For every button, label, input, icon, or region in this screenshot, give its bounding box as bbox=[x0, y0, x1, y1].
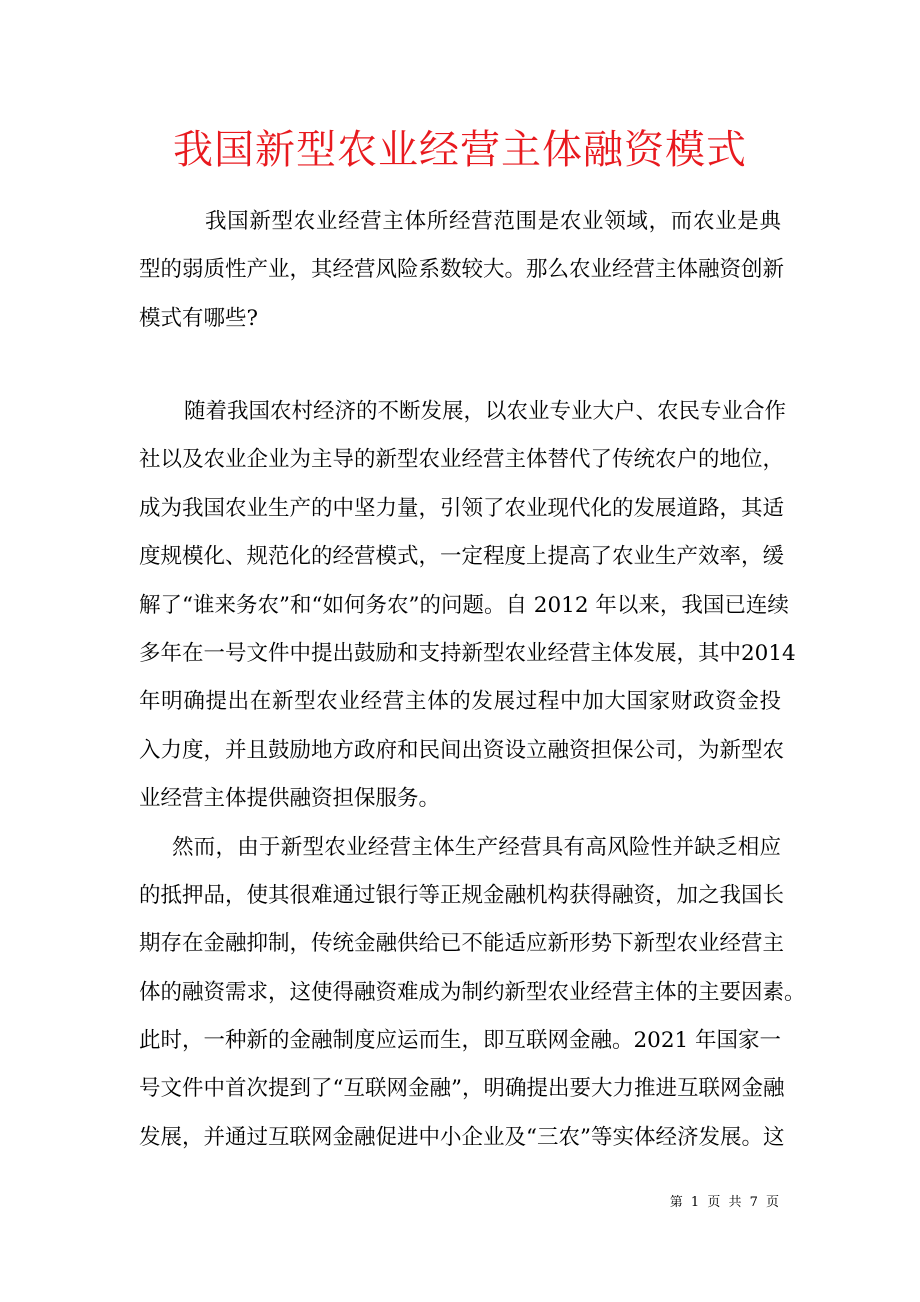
text-line: 随着我国农村经济的不断发展，以农业专业大户、农民专业合作 bbox=[184, 399, 787, 424]
document-title: 我国新型农业经营主体融资模式 bbox=[173, 127, 747, 173]
text-line: 号文件中首次提到了“互联网金融”，明确提出要大力推进互联网金融 bbox=[139, 1076, 785, 1102]
text-line: 体的融资需求，这使得融资难成为制约新型农业经营主体的主要因素。 bbox=[139, 979, 806, 1005]
text-line: 然而，由于新型农业经营主体生产经营具有高风险性并缺乏相应 bbox=[172, 834, 781, 860]
text-line: 业经营主体提供融资担保服务。 bbox=[139, 786, 441, 812]
page-number: 第 1 页 共 7 页 bbox=[669, 1195, 781, 1210]
text-line: 度规模化、规范化的经营模式，一定程度上提高了农业生产效率，缓 bbox=[139, 544, 785, 570]
text-line: 我国新型农业经营主体所经营范围是农业领域，而农业是典 bbox=[205, 209, 781, 234]
text-line: 此时，一种新的金融制度应运而生，即互联网金融。2021 年国家一 bbox=[139, 1028, 782, 1054]
text-line: 的抵押品，使其很难通过银行等正规金融机构获得融资，加之我国长 bbox=[139, 882, 785, 908]
text-line: 年明确提出在新型农业经营主体的发展过程中加大国家财政资金投 bbox=[139, 689, 781, 715]
text-line: 多年在一号文件中提出鼓励和支持新型农业经营主体发展，其中2014 bbox=[139, 640, 796, 666]
text-line: 解了“谁来务农”和“如何务农”的问题。自 2012 年以来，我国已连续 bbox=[139, 592, 789, 618]
text-line: 成为我国农业生产的中坚力量，引领了农业现代化的发展道路，其适 bbox=[139, 495, 785, 521]
text-line: 期存在金融抑制，传统金融供给已不能适应新形势下新型农业经营主 bbox=[139, 931, 785, 957]
text-line: 发展，并通过互联网金融促进中小企业及“三农”等实体经济发展。这 bbox=[139, 1124, 785, 1150]
text-line: 社以及农业企业为主导的新型农业经营主体替代了传统农户的地位， bbox=[139, 447, 785, 473]
text-line: 型的弱质性产业，其经营风险系数较大。那么农业经营主体融资创新 bbox=[139, 257, 785, 283]
text-line: 入力度，并且鼓励地方政府和民间出资设立融资担保公司，为新型农 bbox=[139, 737, 785, 763]
paragraph-background bbox=[139, 388, 806, 1162]
text-line: 模式有哪些? bbox=[139, 305, 259, 331]
paragraph-intro bbox=[139, 198, 785, 343]
